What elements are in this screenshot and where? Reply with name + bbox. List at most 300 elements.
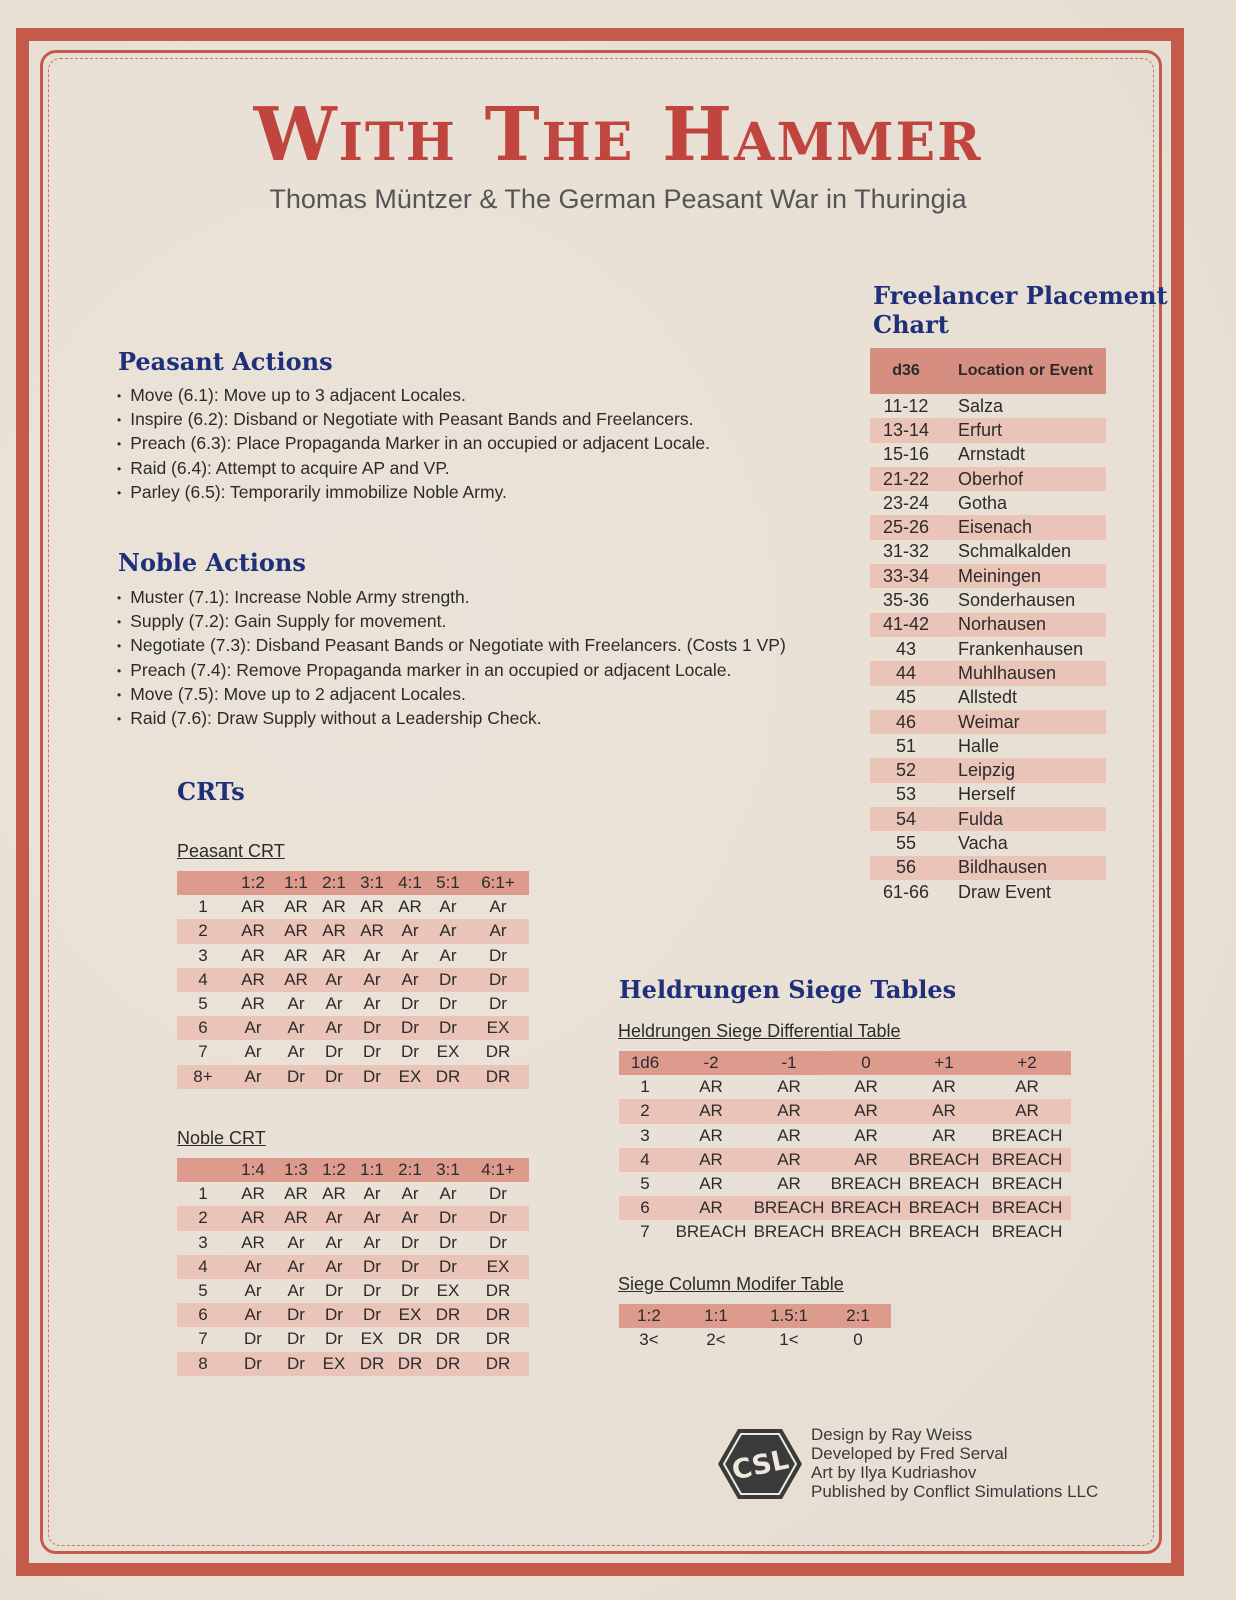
roll-range: 35-36 [882,590,930,611]
table-cell: Ar [287,1281,305,1301]
table-cell: Ar [229,1016,277,1040]
roll-range: 31-32 [882,541,930,562]
column-header: 3:1 [429,1158,467,1182]
table-row [619,1172,1071,1196]
noble-crt-table [177,1158,529,1376]
column-header: +2 [983,1051,1071,1075]
table-cell: Ar [287,1042,305,1062]
siege-modifier-table [619,1304,891,1352]
table-row [870,564,1106,588]
table-cell: 3< [639,1330,659,1350]
peasant-actions-list [117,383,710,504]
column-header: 1:1 [353,1158,391,1182]
table-cell: Ar [229,1303,277,1327]
column-header: -1 [751,1051,827,1075]
table-cell: DR [429,1303,467,1327]
table-cell: Dr [325,1329,343,1349]
table-cell: BREACH [905,1148,983,1172]
table-cell: AR [229,919,277,943]
column-header: 1:2 [315,1158,353,1182]
table-row [177,1255,529,1279]
table-cell: Dr [429,1255,467,1279]
table-cell: Ar [439,897,457,917]
table-cell: AR [277,919,315,943]
roll-range: 21-22 [870,467,942,491]
table-cell: AR [777,1125,801,1145]
table-row [177,1065,529,1089]
table-cell: Ar [353,1206,391,1230]
roll-range: 46 [870,710,942,734]
column-header: 1:1 [679,1304,753,1328]
table-header-row [177,1158,529,1182]
roll-range: 11-12 [883,395,929,416]
column-header: 2:1 [825,1304,891,1328]
table-cell: Ar [353,968,391,992]
column-header: 2:1 [315,871,353,895]
table-row [870,491,1106,515]
row-label: 3 [198,1232,208,1252]
table-cell: 0 [853,1330,863,1350]
table-cell: Ar [391,968,429,992]
column-header: 1:3 [277,1158,315,1182]
roll-range: 61-66 [882,881,930,902]
table-cell: AR [360,897,384,917]
table-row [870,394,1106,418]
list-item: • Muster (7.1): Increase Noble Army strength. [117,585,786,609]
table-cell: Ar [439,945,457,965]
table-cell: BREACH [991,1222,1063,1242]
table-cell: AR [277,1206,315,1230]
table-cell: BREACH [675,1222,747,1242]
table-cell: Ar [277,1016,315,1040]
table-cell: AR [751,1148,827,1172]
table-cell: Dr [467,1206,529,1230]
table-cell: EX [436,1281,460,1301]
table-cell: DR [485,1329,511,1349]
row-label: 1 [198,1184,208,1204]
table-cell: AR [699,1174,723,1194]
row-label: 1 [640,1077,650,1097]
location-or-event: Weimar [942,710,1106,734]
table-cell: Ar [325,1232,343,1252]
table-cell: Ar [401,1184,419,1204]
table-cell: AR [398,897,422,917]
table-cell: AR [277,968,315,992]
table-cell: DR [467,1352,529,1376]
table-row [870,418,1106,442]
roll-range: 52 [870,758,942,782]
csl-logo [718,1427,802,1501]
table-cell: AR [229,1206,277,1230]
table-cell: Dr [287,1329,305,1349]
table-row [177,1182,529,1206]
table-cell: AR [932,1125,956,1145]
table-cell: Dr [353,1065,391,1089]
table-cell: Dr [244,1329,262,1349]
table-cell: AR [983,1099,1071,1123]
location-or-event: Salza [958,395,1004,416]
location-or-event: Herself [958,784,1016,805]
column-header: 1:4 [229,1158,277,1182]
table-row [619,1148,1071,1172]
table-cell: Ar [401,945,419,965]
row-label: 2 [177,919,229,943]
table-cell: AR [671,1099,751,1123]
siege-modifier-label: Siege Column Modifer Table [618,1274,844,1294]
row-label: 2 [177,1206,229,1230]
column-header: 1d6 [619,1051,671,1075]
table-cell: AR [315,919,353,943]
row-label: 5 [198,994,208,1014]
siege-tables-heading: Heldrungen Siege Tables [619,975,957,1004]
table-row [870,613,1106,637]
roll-range: 13-14 [870,418,942,442]
table-cell: BREACH [991,1125,1063,1145]
table-row [870,467,1106,491]
row-label: 5 [198,1281,208,1301]
table-cell: AR [777,1174,801,1194]
table-cell: Dr [489,1184,507,1204]
table-cell: Ar [363,1232,381,1252]
table-cell: AR [284,1184,308,1204]
peasant-crt-label: Peasant CRT [177,841,285,861]
list-item: • Parley (6.5): Temporarily immobilize Noble Army. [117,480,710,504]
table-cell: DR [467,1065,529,1089]
location-or-event: Fulda [942,807,1106,831]
peasant-actions-heading: Peasant Actions [118,347,333,376]
list-item: • Supply (7.2): Gain Supply for movement. [117,609,786,633]
table-cell: AR [699,1077,723,1097]
column-header: 6:1+ [467,871,529,895]
table-cell: BREACH [753,1222,825,1242]
table-cell: DR [435,1329,461,1349]
table-row [177,919,529,943]
table-cell: Ar [244,1281,262,1301]
table-cell: AR [905,1099,983,1123]
table-cell: DR [485,1281,511,1301]
table-cell: Ar [325,994,343,1014]
table-cell: Dr [229,1352,277,1376]
table-cell: Ar [363,994,381,1014]
table-row [870,734,1106,758]
table-cell: Dr [391,1255,429,1279]
location-or-event: Bildhausen [942,856,1106,880]
table-header-row [619,1304,891,1328]
table-row [177,1016,529,1040]
table-cell: Ar [277,1255,315,1279]
table-cell: Ar [244,1042,262,1062]
row-label: 8+ [177,1065,229,1089]
table-row [870,856,1106,880]
table-cell: Dr [429,1016,467,1040]
table-cell: AR [284,945,308,965]
row-label: 3 [640,1125,650,1145]
table-cell: Dr [325,1281,343,1301]
location-or-event: Muhlhausen [942,661,1106,685]
table-cell: Dr [315,1065,353,1089]
table-row [870,588,1106,612]
table-cell: Dr [439,1232,457,1252]
table-cell: AR [699,1125,723,1145]
table-cell: EX [436,1042,460,1062]
table-cell: Dr [401,994,419,1014]
credit-line: Developed by Fred Serval [811,1444,1008,1463]
table-cell: AR [671,1196,751,1220]
table-cell: BREACH [751,1196,827,1220]
location-or-event: Frankenhausen [958,638,1084,659]
table-row [177,1303,529,1327]
column-header: Location or Event [942,348,1106,394]
location-or-event: Norhausen [942,613,1106,637]
table-cell: Dr [489,945,507,965]
siege-differential-label: Heldrungen Siege Differential Table [618,1021,901,1041]
table-cell: DR [353,1352,391,1376]
table-cell: Dr [353,1016,391,1040]
table-cell: AR [827,1099,905,1123]
table-cell: Dr [429,1206,467,1230]
table-cell: Dr [277,1352,315,1376]
peasant-crt-table [177,871,529,1089]
table-cell: Dr [429,968,467,992]
table-cell: DR [429,1065,467,1089]
table-cell: Dr [325,1042,343,1062]
table-row [870,443,1106,467]
table-cell: 2< [706,1330,726,1350]
table-cell: AR [854,1077,878,1097]
table-cell: AR [241,945,265,965]
roll-range: 44 [870,661,942,685]
table-row [619,1220,1071,1244]
table-cell: Ar [429,919,467,943]
table-cell: Dr [277,1303,315,1327]
location-or-event: Meiningen [942,564,1106,588]
table-row [619,1328,891,1352]
table-row [177,944,529,968]
table-cell: Ar [287,1232,305,1252]
table-cell: AR [1015,1077,1039,1097]
table-cell: AR [241,994,265,1014]
table-row [870,661,1106,685]
column-header [177,1158,229,1182]
roll-range: 45 [895,687,917,708]
table-cell: EX [391,1303,429,1327]
table-cell: AR [827,1148,905,1172]
table-cell: Ar [315,1016,353,1040]
table-cell: DR [485,1042,511,1062]
column-header: -2 [671,1051,751,1075]
table-row [177,1279,529,1303]
table-header-row [870,348,1106,394]
location-or-event: Sonderhausen [958,590,1076,611]
row-label: 5 [640,1174,650,1194]
row-label: 8 [177,1352,229,1376]
column-header [177,871,229,895]
table-cell: BREACH [991,1174,1063,1194]
table-cell: AR [322,897,346,917]
roll-range: 43 [895,638,917,659]
table-cell: BREACH [908,1222,980,1242]
roll-range: 56 [870,856,942,880]
freelancer-heading-line1: Freelancer Placement [873,281,1168,310]
list-item: • Raid (7.6): Draw Supply without a Leadership Check. [117,706,786,730]
row-label: 2 [619,1099,671,1123]
table-cell: BREACH [830,1174,902,1194]
crts-heading: CRTs [177,777,245,806]
column-header: 5:1 [429,871,467,895]
table-row [177,895,529,919]
table-cell: Ar [391,919,429,943]
roll-range: 51 [895,735,917,756]
roll-range: 41-42 [870,613,942,637]
table-row [870,710,1106,734]
table-cell: Ar [315,1206,353,1230]
table-cell: Dr [363,1281,381,1301]
table-cell: 1< [779,1330,799,1350]
table-row [177,1040,529,1064]
location-or-event: Erfurt [942,418,1106,442]
roll-range: 25-26 [870,515,942,539]
table-cell: AR [241,897,265,917]
table-cell: Ar [363,1184,381,1204]
table-cell: AR [322,945,346,965]
table-cell: EX [467,1016,529,1040]
roll-range: 55 [895,832,917,853]
credit-line: Published by Conflict Simulations LLC [811,1482,1099,1501]
location-or-event: Draw Event [958,881,1052,902]
table-cell: AR [854,1125,878,1145]
table-cell: AR [284,897,308,917]
column-header: 0 [827,1051,905,1075]
location-or-event: Halle [958,735,1000,756]
table-cell: Dr [439,994,457,1014]
table-row [619,1099,1071,1123]
table-cell: AR [932,1077,956,1097]
noble-actions-heading: Noble Actions [118,548,306,577]
location-or-event: Allstedt [958,687,1018,708]
table-cell: BREACH [827,1196,905,1220]
table-row [870,831,1106,855]
table-cell: DR [391,1352,429,1376]
column-header: 1.5:1 [753,1304,825,1328]
logo-text: CSL [729,1444,792,1487]
row-label: 4 [177,968,229,992]
table-cell: EX [467,1255,529,1279]
table-row [870,540,1106,564]
row-label: 6 [177,1016,229,1040]
table-row [870,880,1106,904]
table-cell: DR [467,1303,529,1327]
table-header-row [177,871,529,895]
list-item: • Move (6.1): Move up to 3 adjacent Locales. [117,383,710,407]
table-cell: Dr [277,1065,315,1089]
roll-range: 23-24 [882,492,930,513]
table-cell: Dr [353,1255,391,1279]
column-header: 1:2 [229,871,277,895]
table-row [870,637,1106,661]
table-cell: EX [391,1065,429,1089]
row-label: 4 [619,1148,671,1172]
location-or-event: Gotha [958,492,1008,513]
credits [811,1425,1098,1501]
freelancer-heading [873,281,1168,339]
table-row [619,1196,1071,1220]
table-cell: AR [322,1184,346,1204]
row-label: 6 [177,1303,229,1327]
column-header: 3:1 [353,871,391,895]
table-cell: Dr [391,1016,429,1040]
column-header: 4:1+ [467,1158,529,1182]
table-cell: AR [777,1077,801,1097]
table-row [177,1352,529,1376]
table-cell: Dr [401,1042,419,1062]
column-header: 1:1 [277,871,315,895]
table-row [177,1327,529,1351]
column-header: d36 [870,348,942,394]
page-subtitle: Thomas Müntzer & The German Peasant War in Thuringia [269,184,967,214]
table-row [870,515,1106,539]
location-or-event: Leipzig [942,758,1106,782]
table-cell: BREACH [905,1196,983,1220]
column-header: 4:1 [391,871,429,895]
table-cell: Dr [315,1303,353,1327]
table-cell: BREACH [830,1222,902,1242]
noble-actions-list [117,585,786,730]
table-row [177,968,529,992]
table-cell: Ar [229,1065,277,1089]
table-row [870,686,1106,710]
table-cell: DR [429,1352,467,1376]
column-header: 2:1 [391,1158,429,1182]
freelancer-heading-line2: Chart [873,310,949,339]
table-cell: Dr [363,1042,381,1062]
list-item: • Inspire (6.2): Disband or Negotiate with Peasant Bands and Freelancers. [117,407,710,431]
row-label: 7 [198,1042,208,1062]
row-label: 6 [619,1196,671,1220]
list-item: • Preach (6.3): Place Propaganda Marker in an occupied or adjacent Locale. [117,431,710,455]
table-cell: Ar [229,1255,277,1279]
row-label: 1 [198,897,208,917]
column-header: +1 [905,1051,983,1075]
table-cell: AR [751,1099,827,1123]
credit-line: Design by Ray Weiss [811,1425,973,1444]
table-cell: BREACH [983,1196,1071,1220]
table-cell: Dr [489,994,507,1014]
table-cell: AR [241,1184,265,1204]
table-cell: BREACH [983,1148,1071,1172]
column-header: 1:2 [619,1304,679,1328]
table-row [177,992,529,1016]
table-row [177,1206,529,1230]
row-label: 7 [198,1329,208,1349]
table-row [870,758,1106,782]
list-item: • Raid (6.4): Attempt to acquire AP and VP. [117,456,710,480]
list-item: • Preach (7.4): Remove Propaganda marker in an occupied or adjacent Locale. [117,658,786,682]
roll-range: 54 [870,807,942,831]
freelancer-placement-table [870,348,1106,904]
page-title: With The Hammer [253,92,983,178]
table-cell: Dr [467,968,529,992]
roll-range: 33-34 [870,564,942,588]
noble-crt-label: Noble CRT [177,1128,266,1148]
table-row [870,783,1106,807]
table-row [177,1231,529,1255]
list-item: • Move (7.5): Move up to 2 adjacent Locales. [117,682,786,706]
table-cell: Ar [363,945,381,965]
credit-line: Art by Ilya Kudriashov [811,1463,977,1482]
table-cell: Dr [401,1232,419,1252]
table-row [870,807,1106,831]
table-cell: Ar [439,1184,457,1204]
